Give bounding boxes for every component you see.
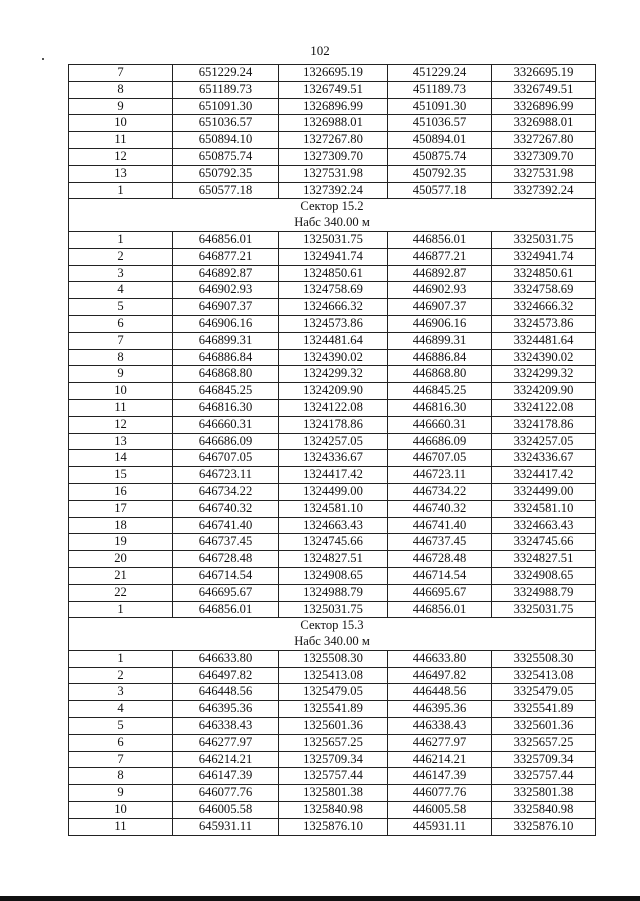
table-row — [69, 282, 596, 299]
table-row — [69, 349, 596, 366]
cell-x2: 446886.84 — [388, 349, 492, 366]
cell-y2: 3324573.86 — [492, 315, 596, 332]
cell-x1: 646856.01 — [173, 601, 279, 618]
cell-x1: 646856.01 — [173, 231, 279, 248]
cell-x2: 446907.37 — [388, 299, 492, 316]
cell-y1: 1324745.66 — [279, 534, 388, 551]
table-row — [69, 366, 596, 383]
cell-y1: 1324581.10 — [279, 500, 388, 517]
cell-y1: 1326695.19 — [279, 65, 388, 82]
cell-x2: 446714.54 — [388, 567, 492, 584]
cell-x2: 450577.18 — [388, 182, 492, 199]
sector-title-row — [69, 199, 596, 215]
cell-y2: 3326749.51 — [492, 81, 596, 98]
cell-x2: 446497.82 — [388, 667, 492, 684]
cell-x1: 646845.25 — [173, 383, 279, 400]
cell-y2: 3326896.99 — [492, 98, 596, 115]
cell-y2: 3324481.64 — [492, 332, 596, 349]
cell-x1: 646886.84 — [173, 349, 279, 366]
cell-n: 6 — [69, 315, 173, 332]
table-row — [69, 768, 596, 785]
cell-x2: 446734.22 — [388, 483, 492, 500]
sector-height: Набс 340.00 м — [69, 634, 596, 650]
cell-y1: 1325479.05 — [279, 684, 388, 701]
table-row — [69, 416, 596, 433]
cell-y2: 3325840.98 — [492, 802, 596, 819]
table-row — [69, 534, 596, 551]
cell-y2: 3325031.75 — [492, 231, 596, 248]
cell-n: 1 — [69, 231, 173, 248]
cell-x2: 446633.80 — [388, 650, 492, 667]
cell-y2: 3327267.80 — [492, 132, 596, 149]
cell-y1: 1324666.32 — [279, 299, 388, 316]
cell-x2: 446338.43 — [388, 718, 492, 735]
cell-y2: 3325601.36 — [492, 718, 596, 735]
cell-y1: 1325031.75 — [279, 231, 388, 248]
cell-n: 17 — [69, 500, 173, 517]
cell-x2: 451036.57 — [388, 115, 492, 132]
cell-n: 13 — [69, 165, 173, 182]
cell-n: 4 — [69, 701, 173, 718]
table-row — [69, 601, 596, 618]
scan-speck — [42, 58, 44, 60]
table-row — [69, 433, 596, 450]
cell-y2: 3326988.01 — [492, 115, 596, 132]
cell-y2: 3327531.98 — [492, 165, 596, 182]
cell-x1: 646723.11 — [173, 467, 279, 484]
cell-x2: 446277.97 — [388, 734, 492, 751]
cell-x2: 446856.01 — [388, 601, 492, 618]
cell-x1: 646714.54 — [173, 567, 279, 584]
table-row — [69, 802, 596, 819]
table-row — [69, 667, 596, 684]
cell-x1: 650875.74 — [173, 148, 279, 165]
cell-x1: 645931.11 — [173, 818, 279, 835]
cell-y2: 3324390.02 — [492, 349, 596, 366]
cell-x1: 646695.67 — [173, 584, 279, 601]
table-row — [69, 248, 596, 265]
table-row — [69, 115, 596, 132]
scan-edge-bar — [0, 896, 640, 901]
cell-x2: 451091.30 — [388, 98, 492, 115]
cell-y2: 3324827.51 — [492, 551, 596, 568]
cell-x1: 646448.56 — [173, 684, 279, 701]
cell-y1: 1324299.32 — [279, 366, 388, 383]
cell-n: 20 — [69, 551, 173, 568]
table-row — [69, 450, 596, 467]
cell-y1: 1325709.34 — [279, 751, 388, 768]
cell-y2: 3324178.86 — [492, 416, 596, 433]
sector-title-row — [69, 618, 596, 634]
cell-n: 7 — [69, 751, 173, 768]
cell-y2: 3324988.79 — [492, 584, 596, 601]
table-row — [69, 551, 596, 568]
cell-y2: 3325657.25 — [492, 734, 596, 751]
cell-y1: 1324257.05 — [279, 433, 388, 450]
cell-x2: 446845.25 — [388, 383, 492, 400]
cell-y2: 3324122.08 — [492, 399, 596, 416]
cell-x2: 446899.31 — [388, 332, 492, 349]
cell-y1: 1324573.86 — [279, 315, 388, 332]
cell-y2: 3324581.10 — [492, 500, 596, 517]
cell-n: 1 — [69, 601, 173, 618]
cell-y2: 3325801.38 — [492, 785, 596, 802]
coordinates-table-body — [69, 65, 596, 836]
cell-n: 3 — [69, 684, 173, 701]
table-row — [69, 148, 596, 165]
cell-x2: 446695.67 — [388, 584, 492, 601]
table-row — [69, 165, 596, 182]
table-row — [69, 231, 596, 248]
cell-n: 9 — [69, 366, 173, 383]
cell-n: 11 — [69, 132, 173, 149]
cell-y1: 1324663.43 — [279, 517, 388, 534]
cell-n: 19 — [69, 534, 173, 551]
sector-height-row — [69, 215, 596, 231]
cell-n: 11 — [69, 399, 173, 416]
cell-y1: 1324850.61 — [279, 265, 388, 282]
cell-x1: 646737.45 — [173, 534, 279, 551]
cell-n: 21 — [69, 567, 173, 584]
cell-x1: 646660.31 — [173, 416, 279, 433]
cell-x1: 646707.05 — [173, 450, 279, 467]
cell-x1: 651229.24 — [173, 65, 279, 82]
cell-x2: 446448.56 — [388, 684, 492, 701]
cell-x2: 446395.36 — [388, 701, 492, 718]
cell-y1: 1326988.01 — [279, 115, 388, 132]
cell-y1: 1324499.00 — [279, 483, 388, 500]
table-row — [69, 65, 596, 82]
cell-x2: 446728.48 — [388, 551, 492, 568]
cell-n: 5 — [69, 299, 173, 316]
cell-y1: 1324178.86 — [279, 416, 388, 433]
table-row — [69, 734, 596, 751]
cell-x2: 450792.35 — [388, 165, 492, 182]
cell-x1: 646633.80 — [173, 650, 279, 667]
cell-n: 15 — [69, 467, 173, 484]
sector-title: Сектор 15.3 — [69, 618, 596, 634]
cell-x1: 650894.10 — [173, 132, 279, 149]
cell-x2: 451189.73 — [388, 81, 492, 98]
cell-x1: 646741.40 — [173, 517, 279, 534]
cell-n: 5 — [69, 718, 173, 735]
cell-y1: 1325876.10 — [279, 818, 388, 835]
cell-x1: 646214.21 — [173, 751, 279, 768]
cell-n: 12 — [69, 416, 173, 433]
cell-x1: 646277.97 — [173, 734, 279, 751]
cell-y2: 3327309.70 — [492, 148, 596, 165]
cell-n: 6 — [69, 734, 173, 751]
cell-y1: 1324758.69 — [279, 282, 388, 299]
table-row — [69, 315, 596, 332]
cell-y2: 3324850.61 — [492, 265, 596, 282]
cell-n: 1 — [69, 650, 173, 667]
cell-x2: 446723.11 — [388, 467, 492, 484]
cell-x1: 646147.39 — [173, 768, 279, 785]
cell-x1: 651091.30 — [173, 98, 279, 115]
cell-n: 22 — [69, 584, 173, 601]
cell-n: 8 — [69, 768, 173, 785]
cell-y1: 1327392.24 — [279, 182, 388, 199]
cell-x2: 446214.21 — [388, 751, 492, 768]
cell-n: 7 — [69, 332, 173, 349]
cell-x1: 646899.31 — [173, 332, 279, 349]
cell-x2: 450894.01 — [388, 132, 492, 149]
cell-y1: 1325508.30 — [279, 650, 388, 667]
cell-y2: 3325541.89 — [492, 701, 596, 718]
cell-y1: 1324336.67 — [279, 450, 388, 467]
sector-title: Сектор 15.2 — [69, 199, 596, 215]
cell-x1: 651036.57 — [173, 115, 279, 132]
cell-x1: 646686.09 — [173, 433, 279, 450]
table-row — [69, 332, 596, 349]
cell-y2: 3325876.10 — [492, 818, 596, 835]
cell-y1: 1325031.75 — [279, 601, 388, 618]
table-row — [69, 718, 596, 735]
cell-y1: 1324908.65 — [279, 567, 388, 584]
cell-n: 2 — [69, 667, 173, 684]
cell-y2: 3324417.42 — [492, 467, 596, 484]
cell-y2: 3324499.00 — [492, 483, 596, 500]
cell-n: 8 — [69, 349, 173, 366]
cell-y1: 1325757.44 — [279, 768, 388, 785]
table-row — [69, 517, 596, 534]
cell-x2: 451229.24 — [388, 65, 492, 82]
cell-y2: 3324209.90 — [492, 383, 596, 400]
cell-y2: 3324299.32 — [492, 366, 596, 383]
cell-x2: 446906.16 — [388, 315, 492, 332]
cell-x1: 646902.93 — [173, 282, 279, 299]
cell-y2: 3324758.69 — [492, 282, 596, 299]
table-row — [69, 567, 596, 584]
table-row — [69, 299, 596, 316]
cell-n: 10 — [69, 802, 173, 819]
cell-n: 9 — [69, 785, 173, 802]
cell-y1: 1325413.08 — [279, 667, 388, 684]
cell-x1: 646728.48 — [173, 551, 279, 568]
table-row — [69, 751, 596, 768]
cell-x2: 446902.93 — [388, 282, 492, 299]
cell-x1: 646077.76 — [173, 785, 279, 802]
cell-x2: 446816.30 — [388, 399, 492, 416]
cell-x2: 446877.21 — [388, 248, 492, 265]
cell-y1: 1327531.98 — [279, 165, 388, 182]
table-row — [69, 584, 596, 601]
cell-x1: 646816.30 — [173, 399, 279, 416]
cell-y1: 1324988.79 — [279, 584, 388, 601]
table-row — [69, 500, 596, 517]
cell-y2: 3324257.05 — [492, 433, 596, 450]
cell-n: 9 — [69, 98, 173, 115]
cell-n: 13 — [69, 433, 173, 450]
cell-y2: 3326695.19 — [492, 65, 596, 82]
table-row — [69, 399, 596, 416]
cell-x2: 446740.32 — [388, 500, 492, 517]
cell-x1: 650577.18 — [173, 182, 279, 199]
cell-y1: 1327309.70 — [279, 148, 388, 165]
cell-n: 11 — [69, 818, 173, 835]
cell-y1: 1324941.74 — [279, 248, 388, 265]
cell-y1: 1325541.89 — [279, 701, 388, 718]
table-row — [69, 265, 596, 282]
cell-y2: 3325757.44 — [492, 768, 596, 785]
table-row — [69, 467, 596, 484]
cell-n: 1 — [69, 182, 173, 199]
cell-y1: 1327267.80 — [279, 132, 388, 149]
table-row — [69, 98, 596, 115]
cell-n: 2 — [69, 248, 173, 265]
cell-x2: 446686.09 — [388, 433, 492, 450]
cell-y1: 1325801.38 — [279, 785, 388, 802]
cell-y1: 1326749.51 — [279, 81, 388, 98]
cell-x1: 646868.80 — [173, 366, 279, 383]
cell-x1: 646395.36 — [173, 701, 279, 718]
coordinates-table — [68, 64, 596, 836]
cell-x1: 646907.37 — [173, 299, 279, 316]
cell-x2: 445931.11 — [388, 818, 492, 835]
cell-y2: 3325709.34 — [492, 751, 596, 768]
cell-y1: 1326896.99 — [279, 98, 388, 115]
cell-y1: 1324827.51 — [279, 551, 388, 568]
cell-y2: 3325031.75 — [492, 601, 596, 618]
cell-n: 18 — [69, 517, 173, 534]
cell-x2: 446147.39 — [388, 768, 492, 785]
table-row — [69, 684, 596, 701]
cell-n: 10 — [69, 383, 173, 400]
sector-height: Набс 340.00 м — [69, 215, 596, 231]
cell-y2: 3324336.67 — [492, 450, 596, 467]
cell-n: 3 — [69, 265, 173, 282]
cell-x2: 446707.05 — [388, 450, 492, 467]
cell-x2: 446892.87 — [388, 265, 492, 282]
cell-x1: 646906.16 — [173, 315, 279, 332]
cell-x2: 446005.58 — [388, 802, 492, 819]
cell-x2: 446741.40 — [388, 517, 492, 534]
cell-x2: 446077.76 — [388, 785, 492, 802]
cell-y1: 1325601.36 — [279, 718, 388, 735]
table-row — [69, 818, 596, 835]
cell-y2: 3324908.65 — [492, 567, 596, 584]
cell-y2: 3324666.32 — [492, 299, 596, 316]
cell-y1: 1324122.08 — [279, 399, 388, 416]
sector-height-row — [69, 634, 596, 650]
cell-y1: 1324481.64 — [279, 332, 388, 349]
cell-x1: 646497.82 — [173, 667, 279, 684]
table-row — [69, 701, 596, 718]
cell-x1: 646734.22 — [173, 483, 279, 500]
cell-y1: 1324390.02 — [279, 349, 388, 366]
table-row — [69, 483, 596, 500]
cell-n: 8 — [69, 81, 173, 98]
cell-n: 7 — [69, 65, 173, 82]
cell-x2: 446856.01 — [388, 231, 492, 248]
cell-y1: 1324417.42 — [279, 467, 388, 484]
cell-x2: 446737.45 — [388, 534, 492, 551]
cell-y2: 3324941.74 — [492, 248, 596, 265]
table-row — [69, 132, 596, 149]
cell-x1: 646892.87 — [173, 265, 279, 282]
cell-y1: 1325840.98 — [279, 802, 388, 819]
cell-x1: 646005.58 — [173, 802, 279, 819]
cell-n: 10 — [69, 115, 173, 132]
cell-n: 16 — [69, 483, 173, 500]
table-row — [69, 182, 596, 199]
cell-y1: 1324209.90 — [279, 383, 388, 400]
cell-n: 12 — [69, 148, 173, 165]
table-row — [69, 785, 596, 802]
cell-x2: 450875.74 — [388, 148, 492, 165]
cell-x1: 646338.43 — [173, 718, 279, 735]
page-number: 102 — [310, 43, 330, 58]
cell-x2: 446868.80 — [388, 366, 492, 383]
cell-n: 14 — [69, 450, 173, 467]
cell-y2: 3327392.24 — [492, 182, 596, 199]
cell-x1: 650792.35 — [173, 165, 279, 182]
cell-x1: 646877.21 — [173, 248, 279, 265]
cell-x2: 446660.31 — [388, 416, 492, 433]
cell-n: 4 — [69, 282, 173, 299]
cell-y2: 3325413.08 — [492, 667, 596, 684]
table-row — [69, 383, 596, 400]
table-row — [69, 81, 596, 98]
cell-y2: 3325508.30 — [492, 650, 596, 667]
cell-x1: 646740.32 — [173, 500, 279, 517]
cell-y2: 3324745.66 — [492, 534, 596, 551]
cell-y2: 3325479.05 — [492, 684, 596, 701]
cell-x1: 651189.73 — [173, 81, 279, 98]
cell-y2: 3324663.43 — [492, 517, 596, 534]
cell-y1: 1325657.25 — [279, 734, 388, 751]
table-row — [69, 650, 596, 667]
